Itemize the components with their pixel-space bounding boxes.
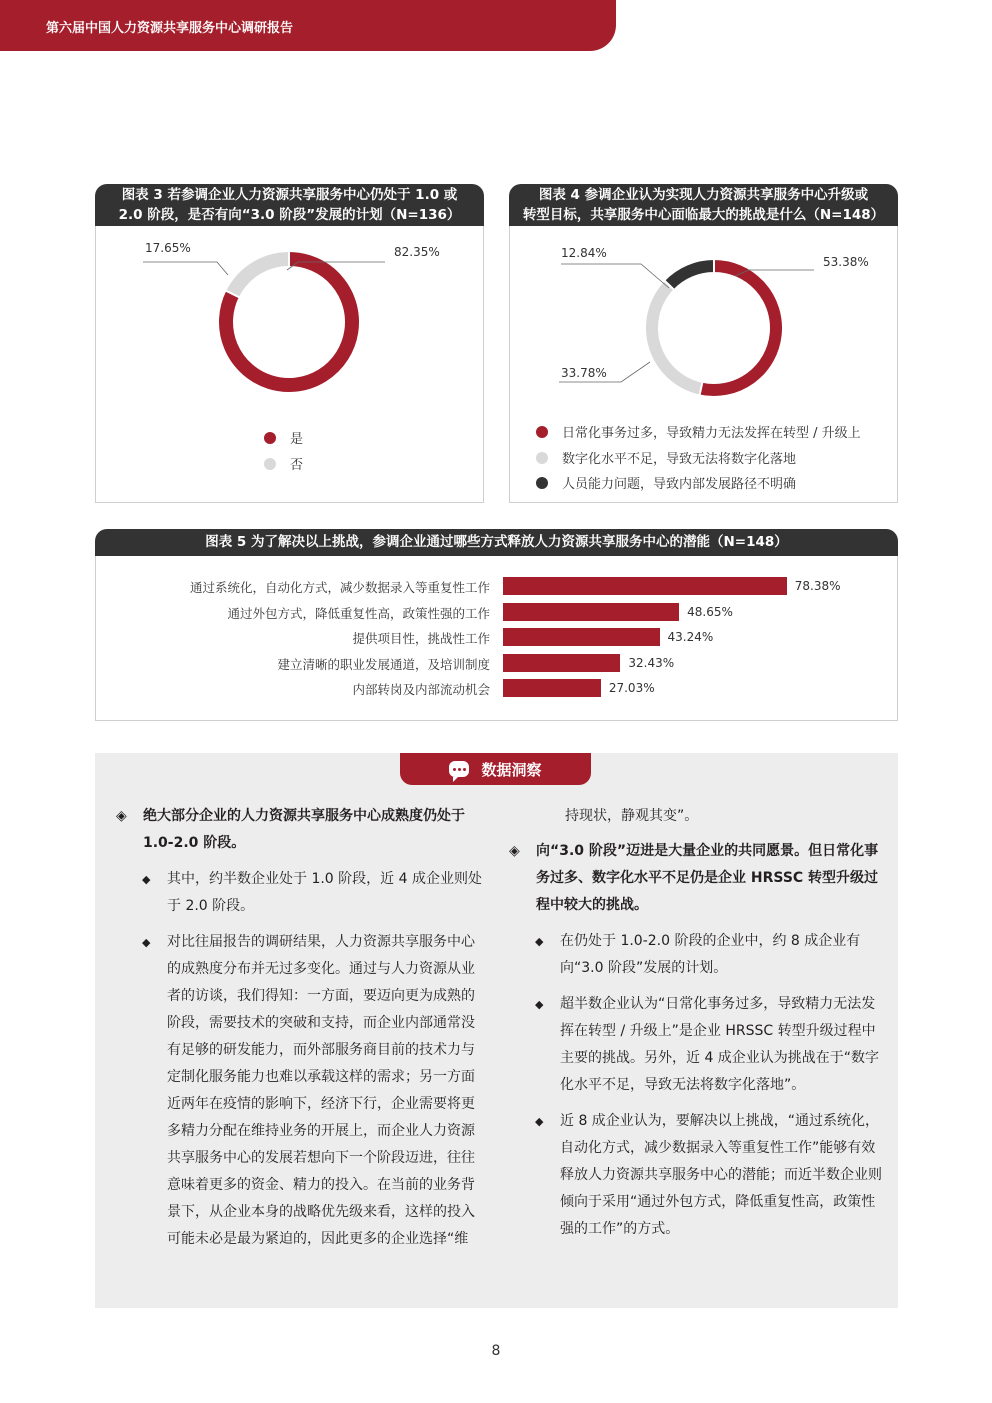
legend-dot-gray [536,452,548,464]
legend-dot-dark [536,477,548,489]
bar [503,679,601,697]
insight-right-cont: 持现状，静观其变”。 [565,808,699,824]
bar [503,628,660,646]
bar-label: 通过外包方式，降低重复性高，政策性强的工作 [227,605,490,621]
legend-label: 日常化事务过多，导致精力无法发挥在转型 / 升级上 [562,426,861,441]
legend-dot-red [264,432,276,444]
legend-label: 人员能力问题，导致内部发展路径不明确 [562,477,797,492]
chart5-panel [95,545,898,721]
chart4-title [509,184,898,226]
diamond-outline-icon: ◈ [509,843,520,859]
insight-left-heading: ◈ 绝大部分企业的人力资源共享服务中心成熟度仍处于 1.0-2.0 阶段。 [143,803,485,857]
chart3-title-line2: 2.0 阶段，是否有向“3.0 阶段”发展的计划（N=136） [118,207,461,223]
bar [503,577,787,595]
bar-label: 内部转岗及内部流动机会 [352,682,490,697]
insight-right-p2: ◆ 超半数企业认为“日常化事务过多，导致精力无法发挥在转型 / 升级上”是企业 HRSSC 转型升级过程中主要的挑战。另外，近 4 成企业认为挑战在于“数字化水平不足，导致无法将数字化落地”。 [508,991,882,1099]
chart4-c-pct: 12.84% [561,246,607,260]
diamond-icon: ◆ [535,1115,544,1128]
insight-right-column [509,803,882,1243]
bar-value-label: 27.03% [608,681,655,695]
diamond-outline-icon: ◈ [116,808,127,824]
insight-tab [400,753,591,785]
legend-label: 是 [290,432,304,447]
insight-left-p2: ◆ 对比往届报告的调研结果，人力资源共享服务中心的成熟度分布并无过多变化。通过与人力资源从业者的访谈，我们得知：一方面，要迈向更为成熟的阶段，需要技术的突破和支持，而企业内部通常没有足够的研发能力，而外部服务商目前的技术力与定制化服务能力也难以承载这样的需求；另一方面近两年在疫情的影响下，经济下行，企业需要将更多精力分配在维持业务的开展上，而企业人力资源共享服务中心的发展若想向下一个阶段迈进，往往意味着更多的资金、精力的投入。在当前的业务背景下，从企业本身的战略优先级来看，这样的投入可能未必是最为紧迫的，因此更多的企业选择“维 [115,929,485,1253]
donut-slice-0 [699,259,783,397]
donut-slice-1 [225,251,289,297]
insight-right-p3: ◆ 近 8 成企业认为，要解决以上挑战，“通过系统化，自动化方式，减少数据录入等重复性工作”能够有效释放人力资源共享服务中心的潜能；而近半数企业则倾向于采用“通过外包方式，降低重复性高，政策性强的工作”的方式。 [508,1108,882,1243]
legend-dot-gray [264,458,276,470]
legend-label: 否 [290,458,304,473]
chart4-legend-b [536,448,796,467]
chart3-title-line1: 图表 3 若参调企业人力资源共享服务中心仍处于 1.0 或 [121,187,458,203]
chart3-yes-pct: 82.35% [394,245,440,259]
chart3-no-pct: 17.65% [145,241,191,255]
chart3-title [95,184,484,226]
bar-label: 通过系统化，自动化方式，减少数据录入等重复性工作 [189,580,490,595]
page-number: 8 [491,1343,501,1359]
chart4-title-line1: 图表 4 参调企业认为实现人力资源共享服务中心升级或 [538,187,869,203]
chart5-title [95,529,898,556]
legend-label: 数字化水平不足，导致无法将数字化落地 [562,452,797,467]
report-header-tab [0,0,616,51]
bar [503,654,620,672]
chart3-leader-no-line [143,262,228,275]
chart3-legend-yes [264,428,303,447]
donut-slice-1 [645,280,702,395]
insight-left-p1: ◆ 其中，约半数企业处于 1.0 阶段，近 4 成企业则处于 2.0 阶段。 [115,866,485,920]
chart4-legend-a [536,422,861,441]
insight-tab-title: 数据洞察 [481,760,542,779]
bar-label: 建立清晰的职业发展通道，及培训制度 [277,656,490,672]
chat-bubble-icon [449,761,469,777]
bar-value-label: 32.43% [628,655,675,670]
diamond-icon: ◆ [535,935,544,948]
chart3-legend-no [264,454,303,473]
chart4-title-line2: 转型目标，共享服务中心面临最大的挑战是什么（N=148） [522,207,885,223]
chart5-title-text: 图表 5 为了解决以上挑战，参调企业通过哪些方式释放人力资源共享服务中心的潜能（N=148） [205,534,788,550]
chart4-a-pct: 53.38% [823,255,869,269]
legend-dot-red [536,426,548,438]
insight-right-p1: ◆ 在仍处于 1.0-2.0 阶段的企业中，约 8 成企业有向“3.0 阶段”发展的计划。 [508,928,882,982]
insight-left-column [116,803,485,1253]
diamond-icon: ◆ [142,936,151,949]
bar-value-label: 78.38% [794,579,841,593]
insight-right-heading: ◈ 向“3.0 阶段”迈进是大量企业的共同愿景。但日常化事务过多、数字化水平不足仍是企业 HRSSC 转型升级过程中较大的挑战。 [536,838,882,919]
diamond-icon: ◆ [535,998,544,1011]
bar-label: 提供项目性，挑战性工作 [352,631,490,646]
chart4-leader-c [561,264,669,288]
bar-value-label: 48.65% [687,604,733,619]
bar [503,603,679,621]
report-title: 第六届中国人力资源共享服务中心调研报告 [46,21,294,36]
diamond-icon: ◆ [142,873,151,886]
bar-value-label: 43.24% [667,630,714,644]
chart4-b-pct: 33.78% [561,366,607,380]
chart4-legend-c [536,473,796,492]
donut-slice-2 [664,259,714,290]
